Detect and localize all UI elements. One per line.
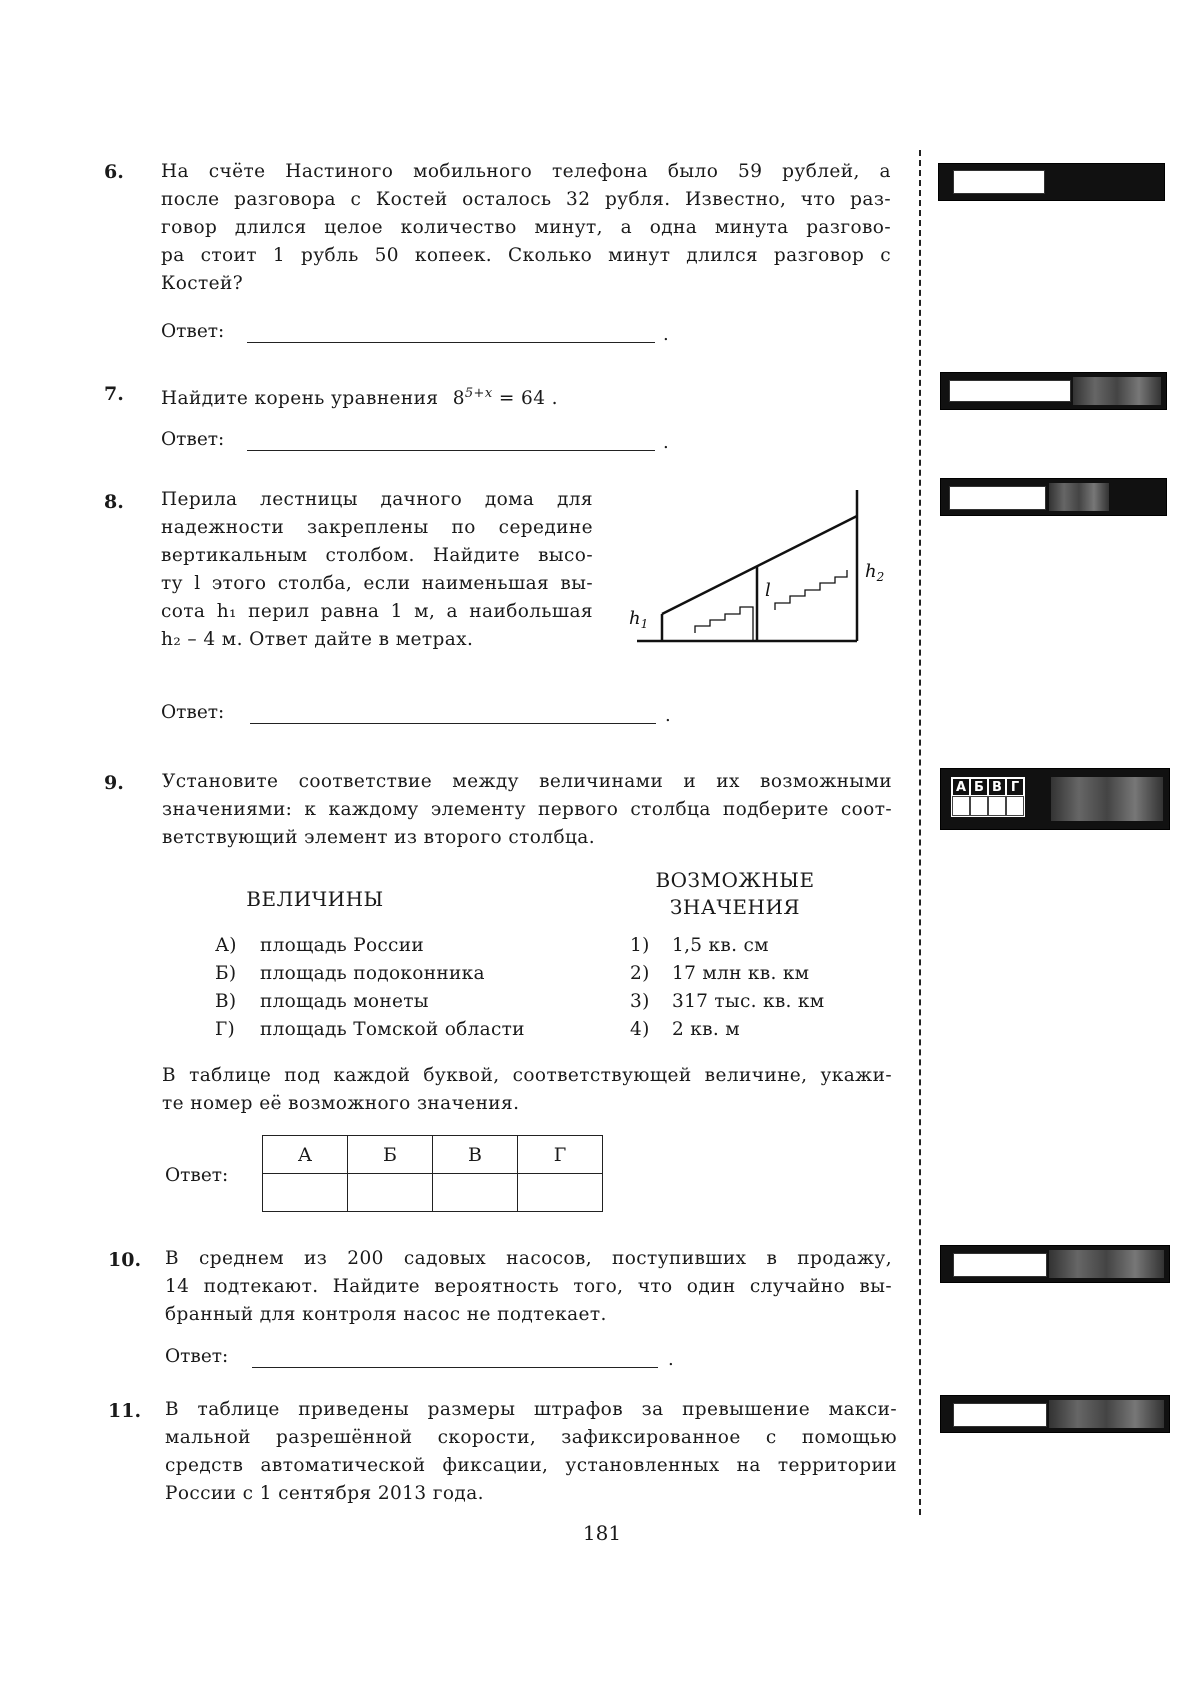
text-line: надежности закреплены по середине (161, 517, 593, 538)
answer-label-10: Ответ: (165, 1346, 229, 1367)
answer-box-8[interactable] (940, 478, 1167, 516)
text-line: Перила лестницы дачного дома для (161, 489, 593, 510)
problem-8-text (161, 486, 593, 654)
problem-9-text (162, 768, 892, 852)
text-line: средств автоматической фиксации, установленных на территории (165, 1455, 897, 1476)
answer-box-7[interactable] (940, 372, 1167, 410)
text-line: России с 1 сентября 2013 года. (165, 1483, 484, 1504)
label-l: l (765, 580, 771, 601)
left-item-key: А) (215, 935, 237, 956)
right-item-text: 17 млн кв. км (672, 963, 810, 984)
answer-box-6[interactable] (938, 163, 1165, 201)
text-line: В таблице под каждой буквой, соответствующей величине, укажи- (162, 1065, 892, 1086)
answer-cell[interactable] (263, 1174, 348, 1212)
page-number: 181 (582, 1521, 622, 1545)
grid-letter-v: В (988, 778, 1006, 796)
text-line: Костей? (161, 273, 244, 294)
text-line: ветствующий элемент из второго столбца. (162, 827, 595, 848)
text-line: ту l этого столба, если наименьшая вы- (161, 573, 593, 594)
problem-7-number: 7. (104, 383, 124, 405)
answer-line-7[interactable] (247, 450, 655, 451)
answer-line-6[interactable] (247, 342, 655, 343)
column-right-title-2: ЗНАЧЕНИЯ (669, 895, 801, 919)
answer-box-10[interactable] (940, 1245, 1170, 1283)
problem-11-number: 11. (108, 1400, 142, 1422)
problem-10-number: 10. (108, 1249, 142, 1271)
table-header: В (433, 1136, 518, 1174)
answer-line-8[interactable] (250, 723, 656, 724)
text-line: мальной разрешённой скорости, зафиксированное с помощью (165, 1427, 897, 1448)
right-item-text: 317 тыс. кв. км (672, 991, 825, 1012)
problem-7-text-before: Найдите корень уравнения (161, 388, 439, 410)
text-line: В среднем из 200 садовых насосов, поступивших в продажу, (165, 1248, 892, 1269)
text-line: бранный для контроля насос не подтекает. (165, 1304, 607, 1325)
text-line: ра стоит 1 рубль 50 копеек. Сколько минут длился разговор с (161, 245, 891, 266)
answer-dot: . (665, 705, 671, 726)
problem-7-text (161, 380, 661, 413)
left-item-text: площадь подоконника (260, 963, 485, 984)
answer-dot: . (663, 432, 669, 453)
table-header: Г (518, 1136, 603, 1174)
problem-7-eq-exp: 5+x (464, 386, 493, 401)
text-line: значениями: к каждому элементу первого столбца подберите соот- (162, 799, 892, 820)
text-line: после разговора с Костей осталось 32 рубля. Известно, что раз- (161, 189, 891, 210)
answer-grid-9 (951, 777, 1025, 817)
text-line: сота h₁ перил равна 1 м, а наибольшая (161, 601, 593, 622)
left-item-key: Г) (215, 1019, 236, 1040)
text-line: В таблице приведены размеры штрафов за превышение макси- (165, 1399, 897, 1420)
answer-label-9: Ответ: (165, 1165, 229, 1186)
problem-10-text (165, 1245, 892, 1329)
right-item-text: 1,5 кв. см (672, 935, 769, 956)
left-item-text: площадь России (260, 935, 424, 956)
text-line: вертикальным столбом. Найдите высо- (161, 545, 593, 566)
grid-letter-a: А (952, 778, 970, 796)
answer-box-11[interactable] (940, 1395, 1170, 1433)
right-item-key: 1) (630, 935, 650, 956)
grid-cell[interactable] (1006, 796, 1024, 816)
problem-7-eq-rest: = 64 . (498, 388, 558, 410)
right-item-key: 2) (630, 963, 650, 984)
table-header: А (263, 1136, 348, 1174)
grid-cell[interactable] (988, 796, 1006, 816)
text-line: 14 подтекают. Найдите вероятность того, что один случайно вы- (165, 1276, 892, 1297)
grid-letter-g: Г (1006, 778, 1024, 796)
answer-line-10[interactable] (252, 1367, 658, 1368)
table-header: Б (348, 1136, 433, 1174)
label-h2: $h_2$ (865, 561, 885, 584)
grid-cell[interactable] (952, 796, 970, 816)
answer-table-9 (262, 1135, 603, 1212)
answer-dot: . (668, 1349, 674, 1370)
answer-label-6: Ответ: (161, 321, 225, 342)
answer-dot: . (663, 324, 669, 345)
answer-box-9[interactable] (940, 768, 1170, 830)
right-item-key: 3) (630, 991, 650, 1012)
cut-line (919, 150, 921, 1515)
text-line: h₂ – 4 м. Ответ дайте в метрах. (161, 629, 474, 650)
right-item-key: 4) (630, 1019, 650, 1040)
label-h1: $h_1$ (629, 608, 649, 631)
left-item-key: В) (215, 991, 237, 1012)
grid-letter-b: Б (970, 778, 988, 796)
problem-11-text (165, 1396, 897, 1508)
left-item-text: площадь монеты (260, 991, 429, 1012)
text-line: На счёте Настиного мобильного телефона было 59 рублей, а (161, 161, 891, 182)
answer-label-7: Ответ: (161, 429, 225, 450)
problem-6-number: 6. (104, 161, 124, 183)
problem-6-text (161, 158, 891, 298)
problem-7-eq-base: 8 (452, 388, 465, 410)
problem-9-number: 9. (104, 772, 124, 794)
answer-cell[interactable] (348, 1174, 433, 1212)
left-item-key: Б) (215, 963, 237, 984)
answer-cell[interactable] (518, 1174, 603, 1212)
railing-figure (625, 490, 900, 650)
column-right-title-1: ВОЗМОЖНЫЕ (655, 868, 815, 892)
problem-9-instructions (162, 1062, 892, 1118)
text-line: те номер её возможного значения. (162, 1093, 520, 1114)
text-line: Установите соответствие между величинами и их возможными (162, 771, 892, 792)
answer-cell[interactable] (433, 1174, 518, 1212)
problem-8-number: 8. (104, 491, 124, 513)
left-item-text: площадь Томской области (260, 1019, 525, 1040)
right-item-text: 2 кв. м (672, 1019, 740, 1040)
text-line: говор длился целое количество минут, а одна минута разгово- (161, 217, 891, 238)
answer-label-8: Ответ: (161, 702, 225, 723)
grid-cell[interactable] (970, 796, 988, 816)
column-left-title: ВЕЛИЧИНЫ (246, 887, 384, 911)
